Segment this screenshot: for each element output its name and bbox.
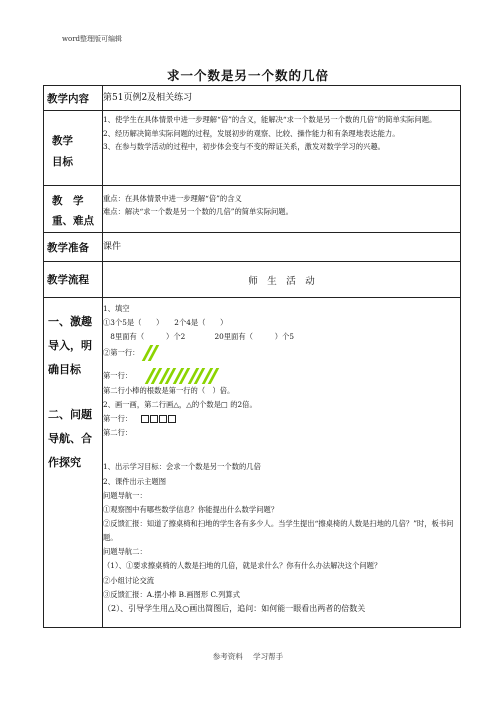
stage-1-label-c: 确目标 [48, 363, 81, 376]
line-row-1 [103, 345, 460, 361]
line-fill-blank-1: ①3个5是（ ） 2个4是（ ） [103, 318, 228, 328]
goals-label [44, 111, 103, 186]
line-triangles: 第二行： [103, 428, 133, 438]
stage-2-label-b: 导航、合 [48, 432, 92, 445]
key-label [44, 186, 103, 233]
stage-1-label-a: 一、激趣 [48, 315, 92, 328]
line-question: （1）、①要求擦桌椅的人数是扫地的几倍，就是求什么？你有什么办法解决这个问题？ [103, 561, 382, 571]
lesson-plan-table [43, 85, 461, 628]
row-2-label: 第一行： [103, 370, 133, 380]
key-item-1: 重点：在具体情景中进一步理解“倍”的含义 [103, 194, 242, 203]
key-item-2: 难点：解决“求一个数是另一个数的几倍”的简单实际问题。 [103, 207, 293, 216]
prep-label: 教学准备 [44, 233, 103, 262]
row-1-label: ②第一行： [103, 347, 140, 357]
row-content [44, 86, 461, 111]
key-label-2: 重、难点 [52, 215, 94, 227]
prep-text: 课件 [103, 233, 461, 262]
key-text [103, 186, 461, 233]
row-flow [44, 262, 461, 298]
activity-text [103, 298, 461, 628]
row-activity [44, 298, 461, 628]
key-label-1: 教 学 [52, 195, 84, 207]
line-goal: 1、出示学习目标：会求一个数是另一个数的几倍 [103, 462, 261, 472]
line-multiple-question: 第二行小棒的根数是第一行的（ ）倍。 [103, 385, 235, 395]
line-theme: 2、课件出示主题图 [103, 476, 167, 486]
line-draw-task: 2、画一画，第二行画△，△的个数是□ 的2倍。 [103, 399, 257, 409]
stage-2-label-c: 作探究 [48, 456, 81, 469]
squares-group [141, 414, 177, 423]
goals-text [103, 111, 461, 186]
flow-text: 师 生 活 动 [103, 262, 461, 298]
square-icon [150, 415, 158, 423]
goal-item-2: 2、经历解决简单实际问题的过程，发展初步的观察、比较、操作能力和有条理地表达能力。 [103, 128, 400, 138]
sticks-row-2 [149, 371, 218, 380]
flow-label: 教学流程 [44, 262, 103, 298]
square-icon [159, 415, 167, 423]
line-nav-1: 问题导航一： [103, 490, 147, 500]
content-label: 教学内容 [44, 86, 103, 111]
footer: 参考资料 学习帮手 [212, 652, 284, 661]
page-title: 求一个数是另一个数的几倍 [166, 68, 329, 83]
row-prep [44, 233, 461, 262]
goals-label-1: 教学 [52, 135, 73, 147]
squares-label: 第一行： [103, 414, 133, 424]
header-note: word整理版可编辑 [62, 35, 123, 43]
square-icon [141, 415, 149, 423]
line-discuss: ②小组讨论交流 [103, 575, 155, 585]
stage-1-label-b: 导入，明 [48, 339, 92, 352]
line-fill-blank-title: 1、填空 [103, 304, 130, 313]
line-feedback: ②反馈汇报：知道了擦桌椅和扫地的学生各有多少人。当学生提出“擦桌椅的人数是扫地的几倍？”时，板书问题。 [103, 519, 454, 543]
sticks-row-1 [146, 348, 158, 357]
activity-label [44, 298, 103, 628]
row-key-points [44, 186, 461, 233]
line-row-2 [103, 368, 460, 384]
goal-item-1: 1、使学生在具体情景中进一步理解“倍”的含义，能解决“求一个数是另一个数的几倍”的简单实际问题。 [103, 115, 437, 124]
line-squares [103, 412, 460, 426]
line-nav-2: 问题导航二： [103, 547, 147, 557]
row-goals [44, 111, 461, 186]
line-methods: ③反馈汇报：A.摆小棒 B.画图形 C.列算式 [103, 589, 241, 599]
line-guide: （2）、引导学生用△及○画出简图后，追问：如何能一眼看出两者的倍数关 [103, 604, 366, 614]
goal-item-3: 3、在参与数学活动的过程中，初步体会变与不变的辩证关系，激发对数学学习的兴趣。 [103, 142, 385, 151]
line-fill-blank-2: 8里面有（ ）个2 20里面有（ ）个5 [103, 332, 295, 342]
goals-label-2: 目标 [52, 156, 73, 168]
square-icon [168, 415, 176, 423]
line-observe: ①观察图中有哪些数学信息？你能提出什么数学问题？ [103, 505, 279, 515]
content-text: 第51页例2及相关练习 [103, 86, 461, 111]
stage-2-label-a: 二、问题 [48, 408, 92, 421]
